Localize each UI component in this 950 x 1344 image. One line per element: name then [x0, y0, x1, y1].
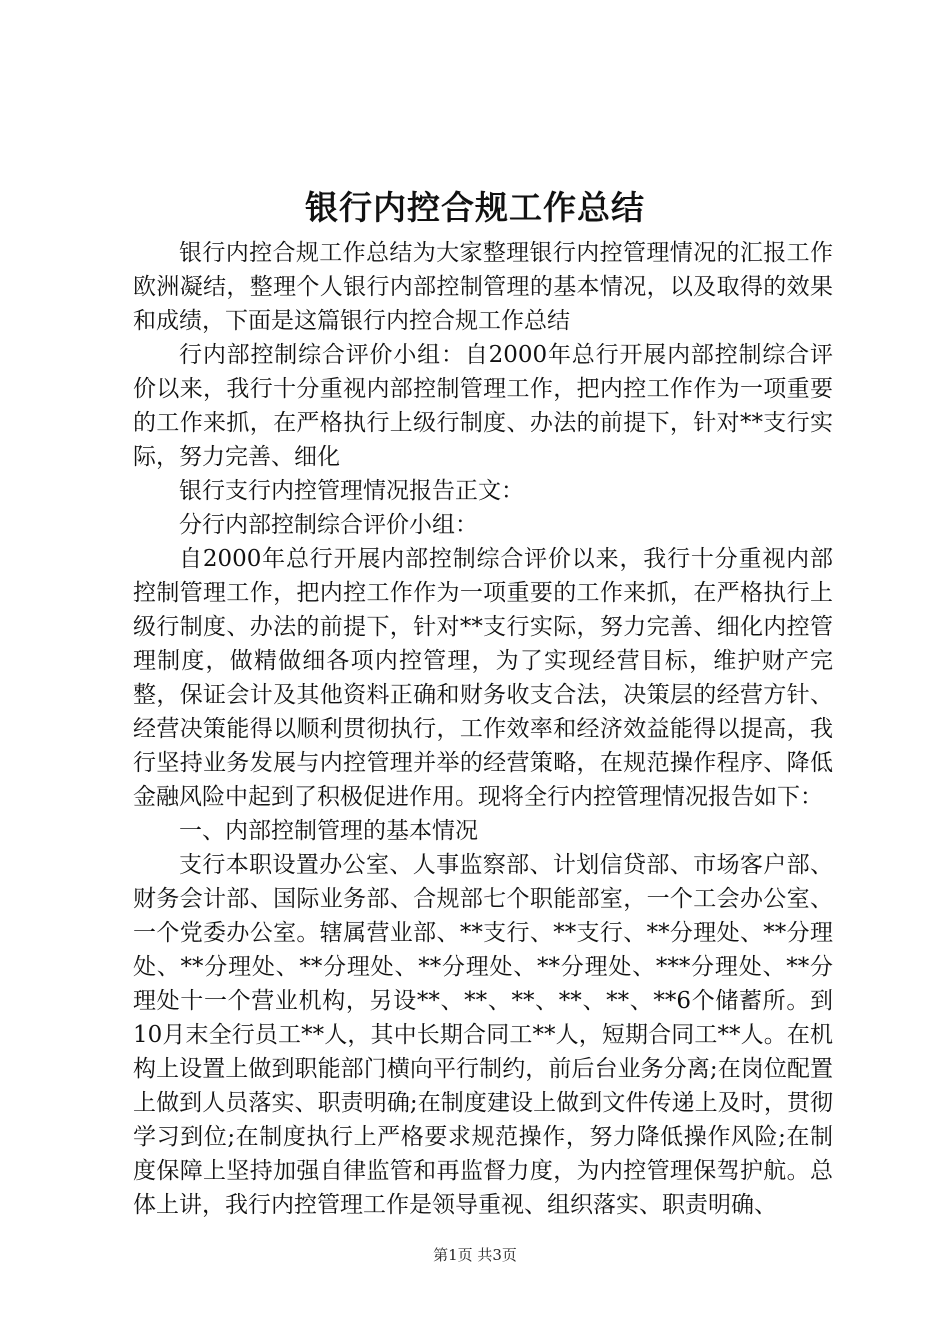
section-heading-basic-situation: 一、内部控制管理的基本情况: [179, 818, 478, 844]
paragraph-evaluation-group: 行内部控制综合评价小组：自2000年总行开展内部控制综合评价以来，我行十分重视内部控制管理工作，把内控工作作为一项重要的工作来抓，在严格执行上级行制度、办法的前提下，针对**支行实际，努力完善、细化: [133, 342, 833, 470]
paragraph-basic-situation: 支行本职设置办公室、人事监察部、计划信贷部、市场客户部、财务会计部、国际业务部、合规部七个职能部室，一个工会办公室、一个党委办公室。辖属营业部、**支行、**支行、**分理处、**分理处、**分理处、**分理处、**分理处、**分理处、***分理处、**分理处十一个营业机构，另设**、**、**、**、**、**6个储蓄所。到10月末全行员工**人，其中长期合同工**人，短期合同工**人。在机构上设置上做到职能部门横向平行制约，前后台业务分离;在岗位配置上做到人员落实、职责明确;在制度建设上做到文件传递上及时，贯彻学习到位;在制度执行上严格要求规范操作，努力降低操作风险;在制度保障上坚持加强自律监管和再监督力度，为内控管理保驾护航。总体上讲，我行内控管理工作是领导重视、组织落实、职责明确、: [133, 852, 833, 1218]
paragraph-intro: 银行内控合规工作总结为大家整理银行内控管理情况的汇报工作欧洲凝结，整理个人银行内部控制管理的基本情况，以及取得的效果和成绩，下面是这篇银行内控合规工作总结: [133, 240, 833, 334]
page-footer: 第1页 共3页: [433, 1246, 517, 1264]
paragraph-report-heading: 银行支行内控管理情况报告正文：: [179, 478, 524, 504]
document-title: 银行内控合规工作总结: [305, 188, 645, 227]
document-body: [133, 236, 833, 1222]
paragraph-salutation: 分行内部控制综合评价小组：: [179, 512, 478, 538]
paragraph-report-body: 自2000年总行开展内部控制综合评价以来，我行十分重视内部控制管理工作，把内控工作作为一项重要的工作来抓，在严格执行上级行制度、办法的前提下，针对**支行实际，努力完善、细化内控管理制度，做精做细各项内控管理，为了实现经营目标，维护财产完整，保证会计及其他资料正确和财务收支合法，决策层的经营方针、经营决策能得以顺利贯彻执行，工作效率和经济效益能得以提高，我行坚持业务发展与内控管理并举的经营策略，在规范操作程序、降低金融风险中起到了积极促进作用。现将全行内控管理情况报告如下：: [133, 546, 833, 810]
